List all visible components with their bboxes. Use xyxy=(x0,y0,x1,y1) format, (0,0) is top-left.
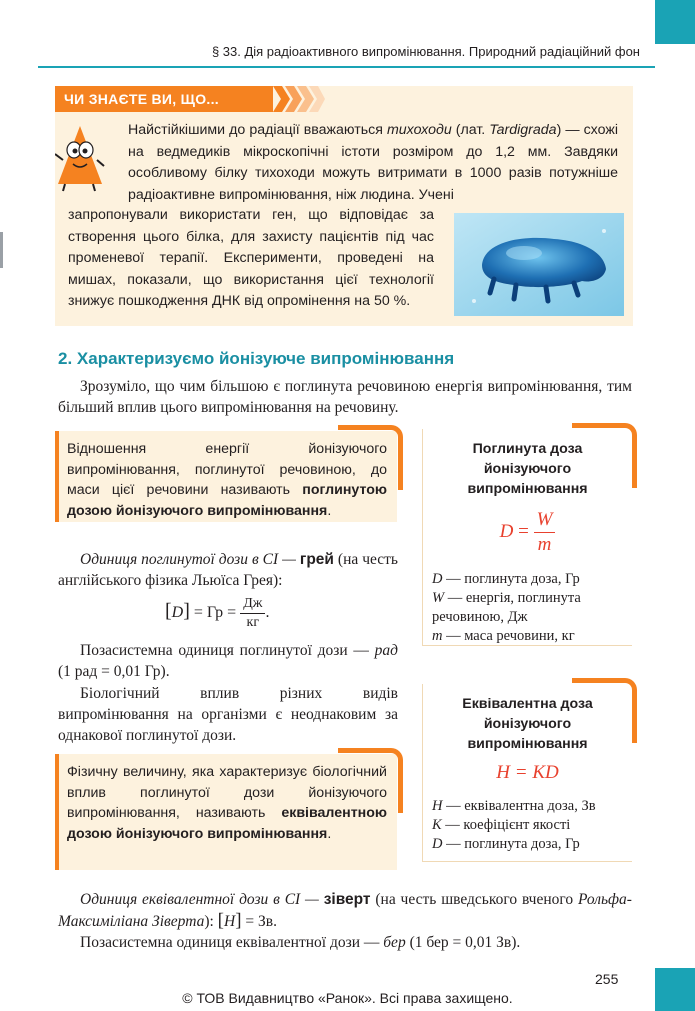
chevron-arrows-icon xyxy=(273,86,325,112)
equivalent-dose-sidebox xyxy=(422,684,632,862)
did-you-know-paragraph-1: Найстійкішими до радіації вважаються тихоходи (лат. Tardigrada) — схожі на ведмедиків мікроскопічні істоти розміром до 1,2 мм. Завдяки особливому білку тихоходи можуть витримати в 1000 разів потужніше радіоактивне випромінювання, ніж людина. Учені xyxy=(128,122,618,203)
gray-unit-formula: [D] = Гр = $\frac{Дж}{кг}$ . xyxy=(165,596,270,630)
intro-paragraph: Зрозуміло, що чим більшою є поглинута речовиною енергія випромінювання, тим більший вплив цього випромінювання на речовину. xyxy=(58,378,632,416)
absorbed-dose-legend xyxy=(432,570,628,646)
triangle-mascot-icon xyxy=(55,120,105,192)
legend-item: D — поглинута доза, Гр xyxy=(432,571,580,587)
legend-item: K — коефіцієнт якості xyxy=(432,817,571,833)
absorbed-dose-sidebox xyxy=(422,429,632,646)
biological-effect-text: Біологічний вплив різних видів випромінювання на організми є неоднаковим за однакової поглинутої дози. xyxy=(58,685,398,744)
ber-unit-text: Позасистемна одиниця еквівалентної дози — бер (1 бер = 0,01 Зв). xyxy=(80,934,521,951)
rad-unit-text: Позасистемна одиниця поглинутої дози — рад (1 рад = 0,01 Гр). xyxy=(58,642,398,680)
legend-item: D — поглинута доза, Гр xyxy=(432,836,580,852)
teal-corner-tab-top xyxy=(655,0,695,44)
page-number: 255 xyxy=(595,971,619,987)
absorbed-dose-formula: D = $\frac{W}{m}$ xyxy=(423,509,632,556)
header-rule xyxy=(38,66,655,68)
section-title: 2. Характеризуємо йонізуюче випромінювання xyxy=(58,349,455,368)
definition-equivalent-dose: Фізичну величину, яка характеризує біологічний вплив поглинутої дози йонізуючого випромінювання, називають еквівалентною дозою йонізуючого випромінювання. xyxy=(55,754,397,870)
did-you-know-banner: ЧИ ЗНАЄТЕ ВИ, ЩО... xyxy=(55,86,273,112)
equivalent-dose-title: Еквівалентна доза йонізуючого випромінювання xyxy=(462,696,593,752)
legend-item: W — енергія, поглинута речовиною, Дж xyxy=(432,590,581,625)
absorbed-dose-title: Поглинута доза йонізуючого випромінювання xyxy=(467,441,588,497)
absorbed-dose-unit-text: Одиниця поглинутої дози в СІ — грей (на честь англійського фізика Льюїса Грея): xyxy=(58,551,398,589)
equivalent-dose-legend xyxy=(432,797,628,854)
running-header: § 33. Дія радіоактивного випромінювання. Природний радіаційний фон xyxy=(211,44,640,59)
margin-mark xyxy=(0,232,3,268)
legend-item: m — маса речовини, кг xyxy=(432,628,575,644)
copyright-footer: © ТОВ Видавництво «Ранок». Всі права захищено. xyxy=(182,990,513,1006)
did-you-know-paragraph-2: запропонували використати ген, що відповідає за створення цього білка, для захисту пацієнтів під час променевої терапії. Експерименти, проведені на мишах, показали, що використання цієї технології знижує пошкодження ДНК від опромінення на 50 %. xyxy=(68,207,434,309)
legend-item: H — еквівалентна доза, Зв xyxy=(432,798,596,814)
equivalent-dose-formula: H = KD xyxy=(496,762,559,783)
sievert-unit-text: Одиниця еквівалентної дози в СІ — зіверт (на честь шведського вченого Рольфа-Максиміліана Зіверта): [H] = Зв. xyxy=(58,891,632,931)
definition-absorbed-dose: Відношення енергії йонізуючого випромінювання, поглинутої речовиною, до маси цієї речовини називають поглинутою дозою йонізуючого випромінювання. xyxy=(55,431,397,522)
tardigrade-photo xyxy=(454,213,624,316)
